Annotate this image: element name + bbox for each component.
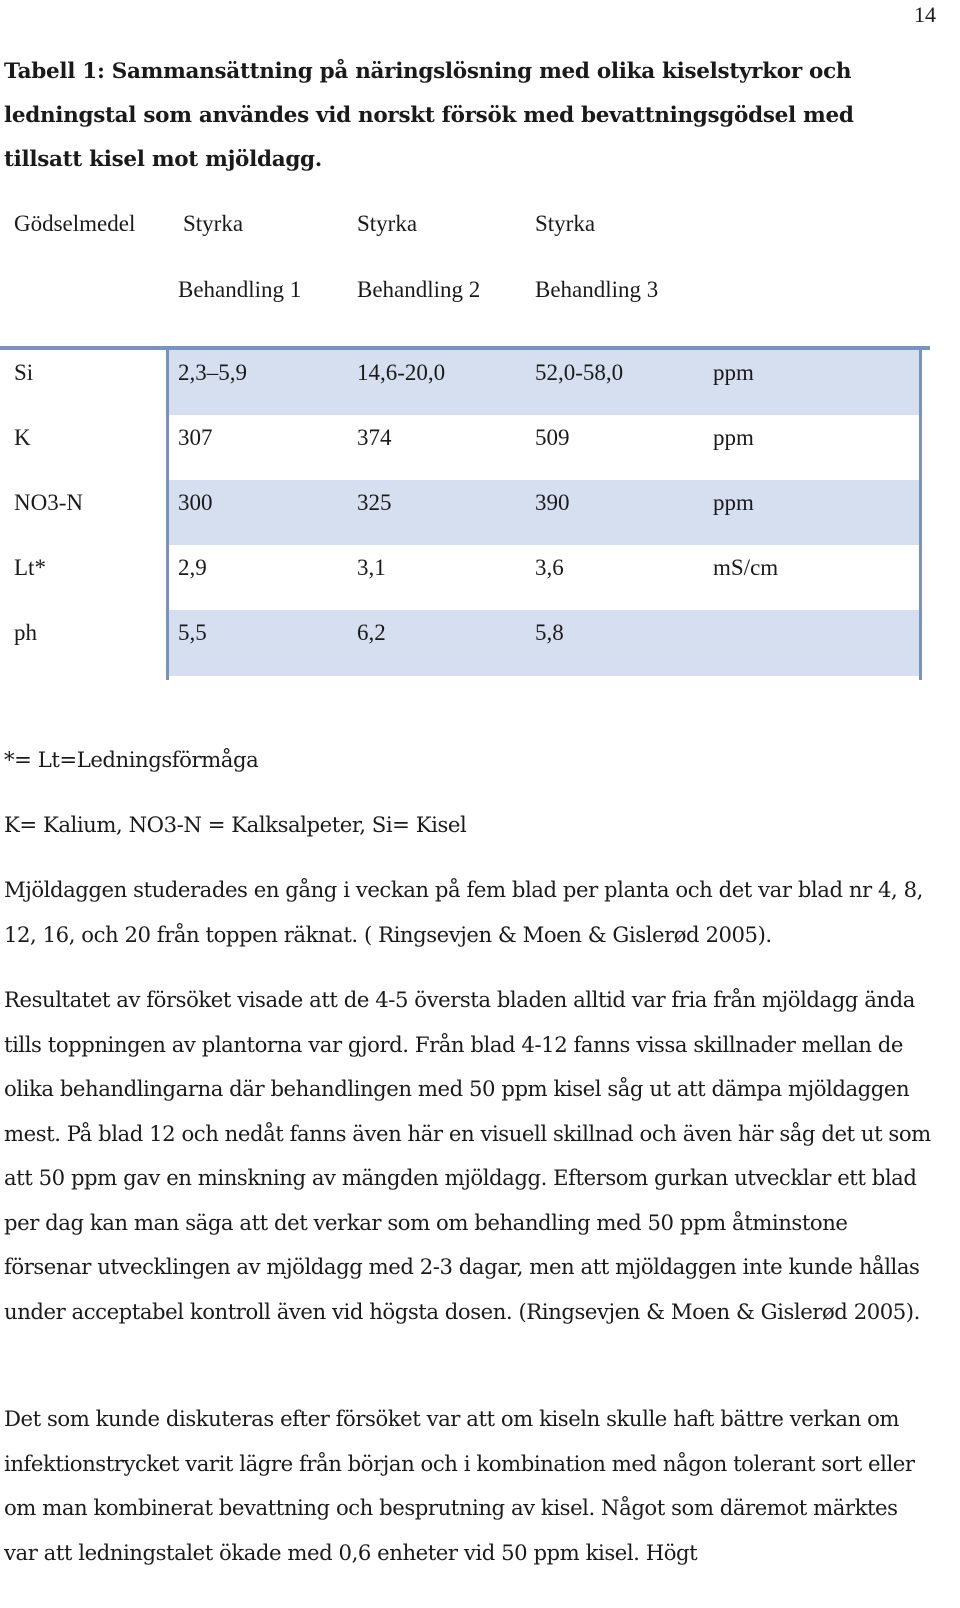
header-strength-2: Styrka: [357, 211, 418, 236]
row-label: Lt*: [14, 555, 46, 580]
footnote-lt: *= Lt=Ledningsförmåga: [4, 747, 259, 772]
cell-behandling-1: 307: [178, 425, 213, 450]
cell-behandling-1: 300: [178, 490, 213, 515]
header-fertilizer: Gödselmedel: [14, 211, 136, 236]
cell-behandling-3: 52,0-58,0: [535, 360, 624, 385]
cell-behandling-2: 374: [357, 425, 392, 450]
paragraph-results: Resultatet av försöket visade att de 4-5 översta bladen alltid var fria från mjöldagg ända tills toppningen av plantorna var gjord. Från blad 4-12 fanns vissa skillnader mellan de olika behandlingarna där behandlingen med 50 ppm kisel såg ut att dämpa mjöldaggen mest. På blad 12 och nedåt fanns även här en visuell skillnad och även här såg det ut som att 50 ppm gav en minskning av mängden mjöldagg. Eftersom gurkan utvecklar ett blad per dag kan man säga att det verkar som om behandling med 50 ppm åtminstone försenar utvecklingen av mjöldagg med 2-3 dagar, men att mjöldaggen inte kunde hållas under acceptabel kontroll även vid högsta dosen. (Ringsevjen & Moen & Gislerød 2005).: [4, 987, 931, 1324]
cell-behandling-2: 325: [357, 490, 392, 515]
header-treatment-3: Behandling 3: [535, 277, 659, 302]
table-frame: [166, 350, 922, 680]
cell-behandling-3: 5,8: [535, 620, 564, 645]
row-label: K: [14, 425, 31, 450]
cell-unit: ppm: [713, 490, 754, 515]
cell-behandling-2: 3,1: [357, 555, 386, 580]
row-label: NO3-N: [14, 490, 83, 515]
cell-unit: ppm: [713, 425, 754, 450]
header-strength-1: Styrka: [183, 211, 244, 236]
cell-unit: ppm: [713, 360, 754, 385]
paragraph-discussion: Det som kunde diskuteras efter försöket var att om kiseln skulle haft bättre verkan om infektionstrycket varit lägre från början och i kombination med någon tolerant sort eller om man kombinerat bevattning och besprutning av kisel. Något som däremot märktes var att ledningstalet ökade med 0,6 enheter vid 50 ppm kisel. Högt: [4, 1406, 915, 1565]
cell-behandling-1: 2,3–5,9: [178, 360, 247, 385]
cell-behandling-3: 509: [535, 425, 570, 450]
cell-behandling-2: 14,6-20,0: [357, 360, 446, 385]
cell-behandling-1: 2,9: [178, 555, 207, 580]
cell-behandling-3: 390: [535, 490, 570, 515]
header-strength-3: Styrka: [535, 211, 596, 236]
paragraph-method: Mjöldaggen studerades en gång i veckan på fem blad per planta och det var blad nr 4, 8, 12, 16, och 20 från toppen räknat. ( Ringsevjen & Moen & Gislerød 2005).: [4, 877, 923, 947]
row-label: Si: [14, 360, 34, 385]
row-label: ph: [14, 620, 37, 645]
table-caption: Tabell 1: Sammansättning på näringslösning med olika kiselstyrkor och ledningstal som användes vid norskt försök med bevattningsgödsel med tillsatt kisel mot mjöldagg.: [4, 59, 854, 172]
cell-behandling-2: 6,2: [357, 620, 386, 645]
header-treatment-2: Behandling 2: [357, 277, 481, 302]
page-number: 14: [914, 2, 936, 27]
cell-behandling-3: 3,6: [535, 555, 564, 580]
cell-behandling-1: 5,5: [178, 620, 207, 645]
cell-unit: mS/cm: [713, 555, 779, 580]
header-treatment-1: Behandling 1: [178, 277, 302, 302]
footnote-abbreviations: K= Kalium, NO3-N = Kalksalpeter, Si= Kisel: [4, 812, 467, 837]
